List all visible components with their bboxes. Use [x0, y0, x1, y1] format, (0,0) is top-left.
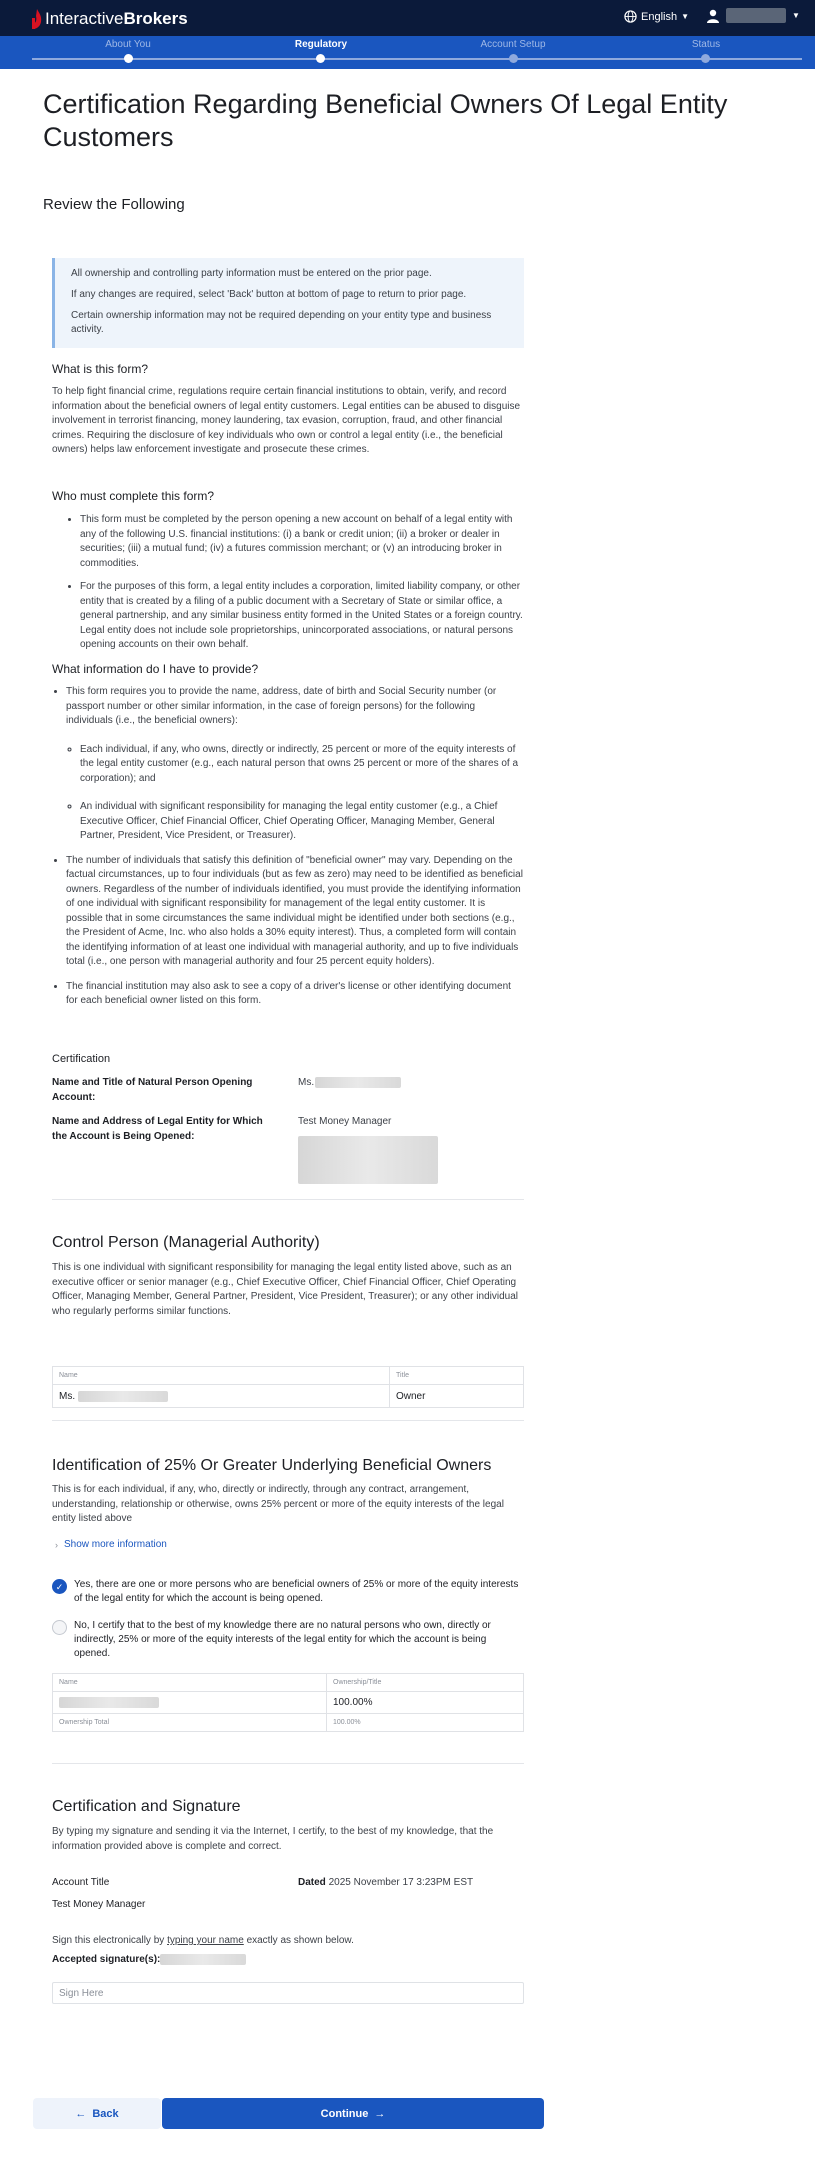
brand-name-part2: Brokers: [123, 9, 188, 28]
section-divider: [52, 1763, 524, 1764]
col-ownership-header: Ownership/Title: [333, 1679, 382, 1686]
show-more-link[interactable]: › Show more information: [55, 1538, 527, 1553]
user-menu[interactable]: [706, 8, 800, 23]
user-icon: [706, 9, 720, 23]
cert-name-label: Name and Title of Natural Person Opening Account:: [52, 1077, 253, 1103]
signature-heading: Certification and Signature: [52, 1798, 241, 1815]
table-header: [53, 1367, 523, 1385]
info-line: If any changes are required, select 'Back' button at bottom of page to return to prior page.: [71, 289, 467, 300]
cert-entity-label: Name and Address of Legal Entity for Which the Account is Being Opened:: [52, 1116, 263, 1142]
progress-stepper: [0, 36, 815, 69]
list-item: [66, 685, 524, 844]
globe-icon: [624, 10, 637, 23]
section-divider: [52, 1199, 524, 1200]
radio-yes-owners[interactable]: [52, 1578, 524, 1606]
language-selector[interactable]: [624, 10, 689, 23]
total-row: [53, 1714, 523, 1731]
table-row: [53, 1692, 523, 1714]
owners-body: This is for each individual, if any, who, directly or indirectly, through any contract, arrangement, understanding, relationship or otherwise, owns 25% percent or more of the equity interests of the legal entity listed above: [52, 1484, 504, 1524]
account-title-label: Account Title: [52, 1877, 110, 1888]
logo-mark-icon: [30, 8, 43, 30]
redacted-name: [59, 1697, 159, 1708]
user-name-redacted: [726, 8, 786, 23]
info-line: All ownership and controlling party information must be entered on the prior page.: [71, 268, 432, 279]
chevron-down-icon: ▼: [681, 12, 689, 21]
continue-label: Continue: [320, 2107, 369, 2120]
dated-row: Dated 2025 November 17 3:23PM EST: [298, 1877, 474, 1888]
step-dot-regulatory: [316, 54, 325, 63]
typing-your-name-link[interactable]: typing your name: [167, 1935, 244, 1946]
control-heading: Control Person (Managerial Authority): [52, 1234, 320, 1251]
ownership-total-value: 100.00%: [333, 1719, 361, 1726]
owners-heading: Identification of 25% Or Greater Underlying Beneficial Owners: [52, 1457, 492, 1474]
table-row: [53, 1385, 523, 1407]
info-box: [52, 258, 524, 348]
what-info-heading: What information do I have to provide?: [52, 662, 259, 676]
top-nav: [0, 0, 815, 36]
radio-unchecked-icon: [52, 1620, 67, 1635]
step-dot-status: [701, 54, 710, 63]
radio-no-owners[interactable]: [52, 1619, 524, 1661]
list-item: • The financial institution may also ask to see a copy of a driver's license or other identifying document for each beneficial owner listed on this form.: [66, 980, 524, 1009]
signature-input[interactable]: [52, 1982, 524, 2004]
continue-button[interactable]: [162, 2098, 544, 2129]
step-status[interactable]: Status: [691, 39, 721, 50]
sub-list-item: ◦ An individual with significant responsibility for managing the legal entity customer (e.g., a Chief Executive Officer, Chief Financial Officer, Chief Operating Officer, Managing Member, General Partner, President, Vice President, or Treasurer).: [80, 800, 524, 844]
col-name-header: Name: [53, 1674, 327, 1691]
brand-name-part1: Interactive: [45, 9, 124, 28]
what-is-heading: What is this form?: [52, 362, 149, 376]
owner-ownership-cell: 100.00%: [333, 1697, 373, 1708]
redacted-name: [315, 1077, 401, 1088]
back-button[interactable]: [33, 2098, 161, 2129]
table-header: [53, 1674, 523, 1692]
who-must-list: [52, 513, 524, 662]
list-item: • For the purposes of this form, a legal entity includes a corporation, limited liability company, or other entity that is created by a filing of a public document with a Secretary of State or similar office, a general partnership, and any similar business entity formed in the United States or a foreign country. Legal entity does not include sole proprietorships, unincorporated associations, or natural persons opening accounts on their own behalf.: [80, 580, 524, 653]
arrow-left-icon: ←: [75, 2107, 87, 2120]
stepper-line: [32, 58, 802, 60]
step-account-setup[interactable]: Account Setup: [480, 39, 546, 50]
what-is-body: To help fight financial crime, regulations require certain financial institutions to obtain, verify, and record information about the beneficial owners of legal entity customers. Legal entities can be abused to disguise involvement in terrorist financing, money laundering, tax evasion, corruption, fraud, and other financial crimes. Requiring the disclosure of key individuals who own or control a legal entity (i.e., the beneficial owners) helps law enforcement investigate and prosecute these crimes.: [52, 386, 521, 455]
redacted-signature: [160, 1954, 246, 1965]
checked-radio-icon: ✓: [52, 1579, 67, 1594]
what-info-intro: This form requires you to provide the name, address, date of birth and Social Security number (or passport number or other similar information, in the case of foreign persons) for the following individuals (i.e., the beneficial owners):: [66, 686, 497, 726]
radio-no-label: No, I certify that to the best of my knowledge there are no natural persons who own, directly or indirectly, 25% or more of the equity interests of the legal entity for which the account is being opened.: [74, 1620, 491, 1659]
col-name-header: Name: [53, 1367, 390, 1384]
col-title-header: Title: [396, 1372, 409, 1379]
cert-entity-value: Test Money Manager: [298, 1115, 518, 1184]
step-dot-about-you: [124, 54, 133, 63]
page-title: Certification Regarding Beneficial Owners Of Legal Entity Customers: [43, 89, 728, 152]
section-divider: [52, 1420, 524, 1421]
control-table: [52, 1366, 524, 1408]
signature-body: By typing my signature and sending it via the Internet, I certify, to the best of my knowledge, that the information provided above is complete and correct.: [52, 1826, 494, 1852]
what-info-list: [52, 685, 524, 1009]
ownership-total-label: Ownership Total: [53, 1714, 327, 1731]
sub-list-item: ◦ Each individual, if any, who owns, directly or indirectly, 25 percent or more of the equity interests of the legal entity customer (e.g., each natural person that owns 25 percent or more of the shares of a corporation); and: [80, 743, 524, 787]
account-title-value: Test Money Manager: [52, 1899, 146, 1910]
who-must-heading: Who must complete this form?: [52, 489, 215, 503]
redacted-address: [298, 1136, 438, 1184]
list-item: • The number of individuals that satisfy this definition of "beneficial owner" may vary. Depending on the factual circumstances, up to four individuals (but as few as zero) may need to be identified as beneficial owners. Regardless of the number of individuals identified, you must provide the identifying information of one individual with significant responsibility for management of the legal entity customer. It is possible that in some circumstances the same individual might be identified under both sections (e.g., the President of Acme, Inc. who also holds a 30% equity interest). Thus, a completed form will contain the identifying information of at least one individual with managerial authority, and up to five individuals total (i.e., one person with managerial authority and four 25 percent equity holders).: [66, 854, 524, 970]
step-about-you[interactable]: About You: [105, 39, 151, 50]
control-title-cell: Owner: [396, 1390, 426, 1402]
brand-logo[interactable]: [30, 8, 188, 30]
back-label: Back: [92, 2107, 119, 2120]
radio-yes-label: Yes, there are one or more persons who are beneficial owners of 25% or more of the equity interests of the legal entity for which the account is being opened.: [74, 1579, 519, 1604]
language-label: English: [641, 10, 678, 23]
info-line: Certain ownership information may not be required depending on your entity type and business activity.: [71, 310, 492, 335]
step-regulatory[interactable]: Regulatory: [294, 39, 348, 50]
sign-instructions: Sign this electronically by typing your name exactly as shown below.: [52, 1935, 354, 1946]
control-name-cell: Ms.: [53, 1385, 390, 1407]
chevron-right-icon: ›: [55, 1540, 58, 1550]
accepted-signatures: Accepted signature(s):: [52, 1953, 524, 1968]
redacted-name: [78, 1391, 168, 1402]
control-body: This is one individual with significant responsibility for managing the legal entity listed above, such as an executive officer or senior manager (e.g., Chief Executive Officer, Chief Financial Officer, Chief Operating Officer, Managing Member, General Partner, President, Vice President, Treasurer); or any other individual who regularly performs similar functions.: [52, 1262, 518, 1317]
step-dot-account-setup: [509, 54, 518, 63]
list-item: • This form must be completed by the person opening a new account on behalf of a legal entity with any of the following U.S. financial institutions: (i) a bank or credit union; (ii) a broker or dealer in securities; (iii) a mutual fund; (iv) a futures commission merchant; or (v) an introducing broker in commodities.: [80, 513, 524, 571]
certification-heading: Certification: [52, 1053, 111, 1065]
arrow-right-icon: →: [374, 2107, 386, 2120]
chevron-down-icon: ▼: [792, 11, 800, 20]
review-heading: Review the Following: [43, 196, 185, 213]
owners-table: [52, 1673, 524, 1732]
owner-name-cell: [53, 1692, 327, 1713]
cert-name-value: Ms.: [298, 1076, 518, 1091]
